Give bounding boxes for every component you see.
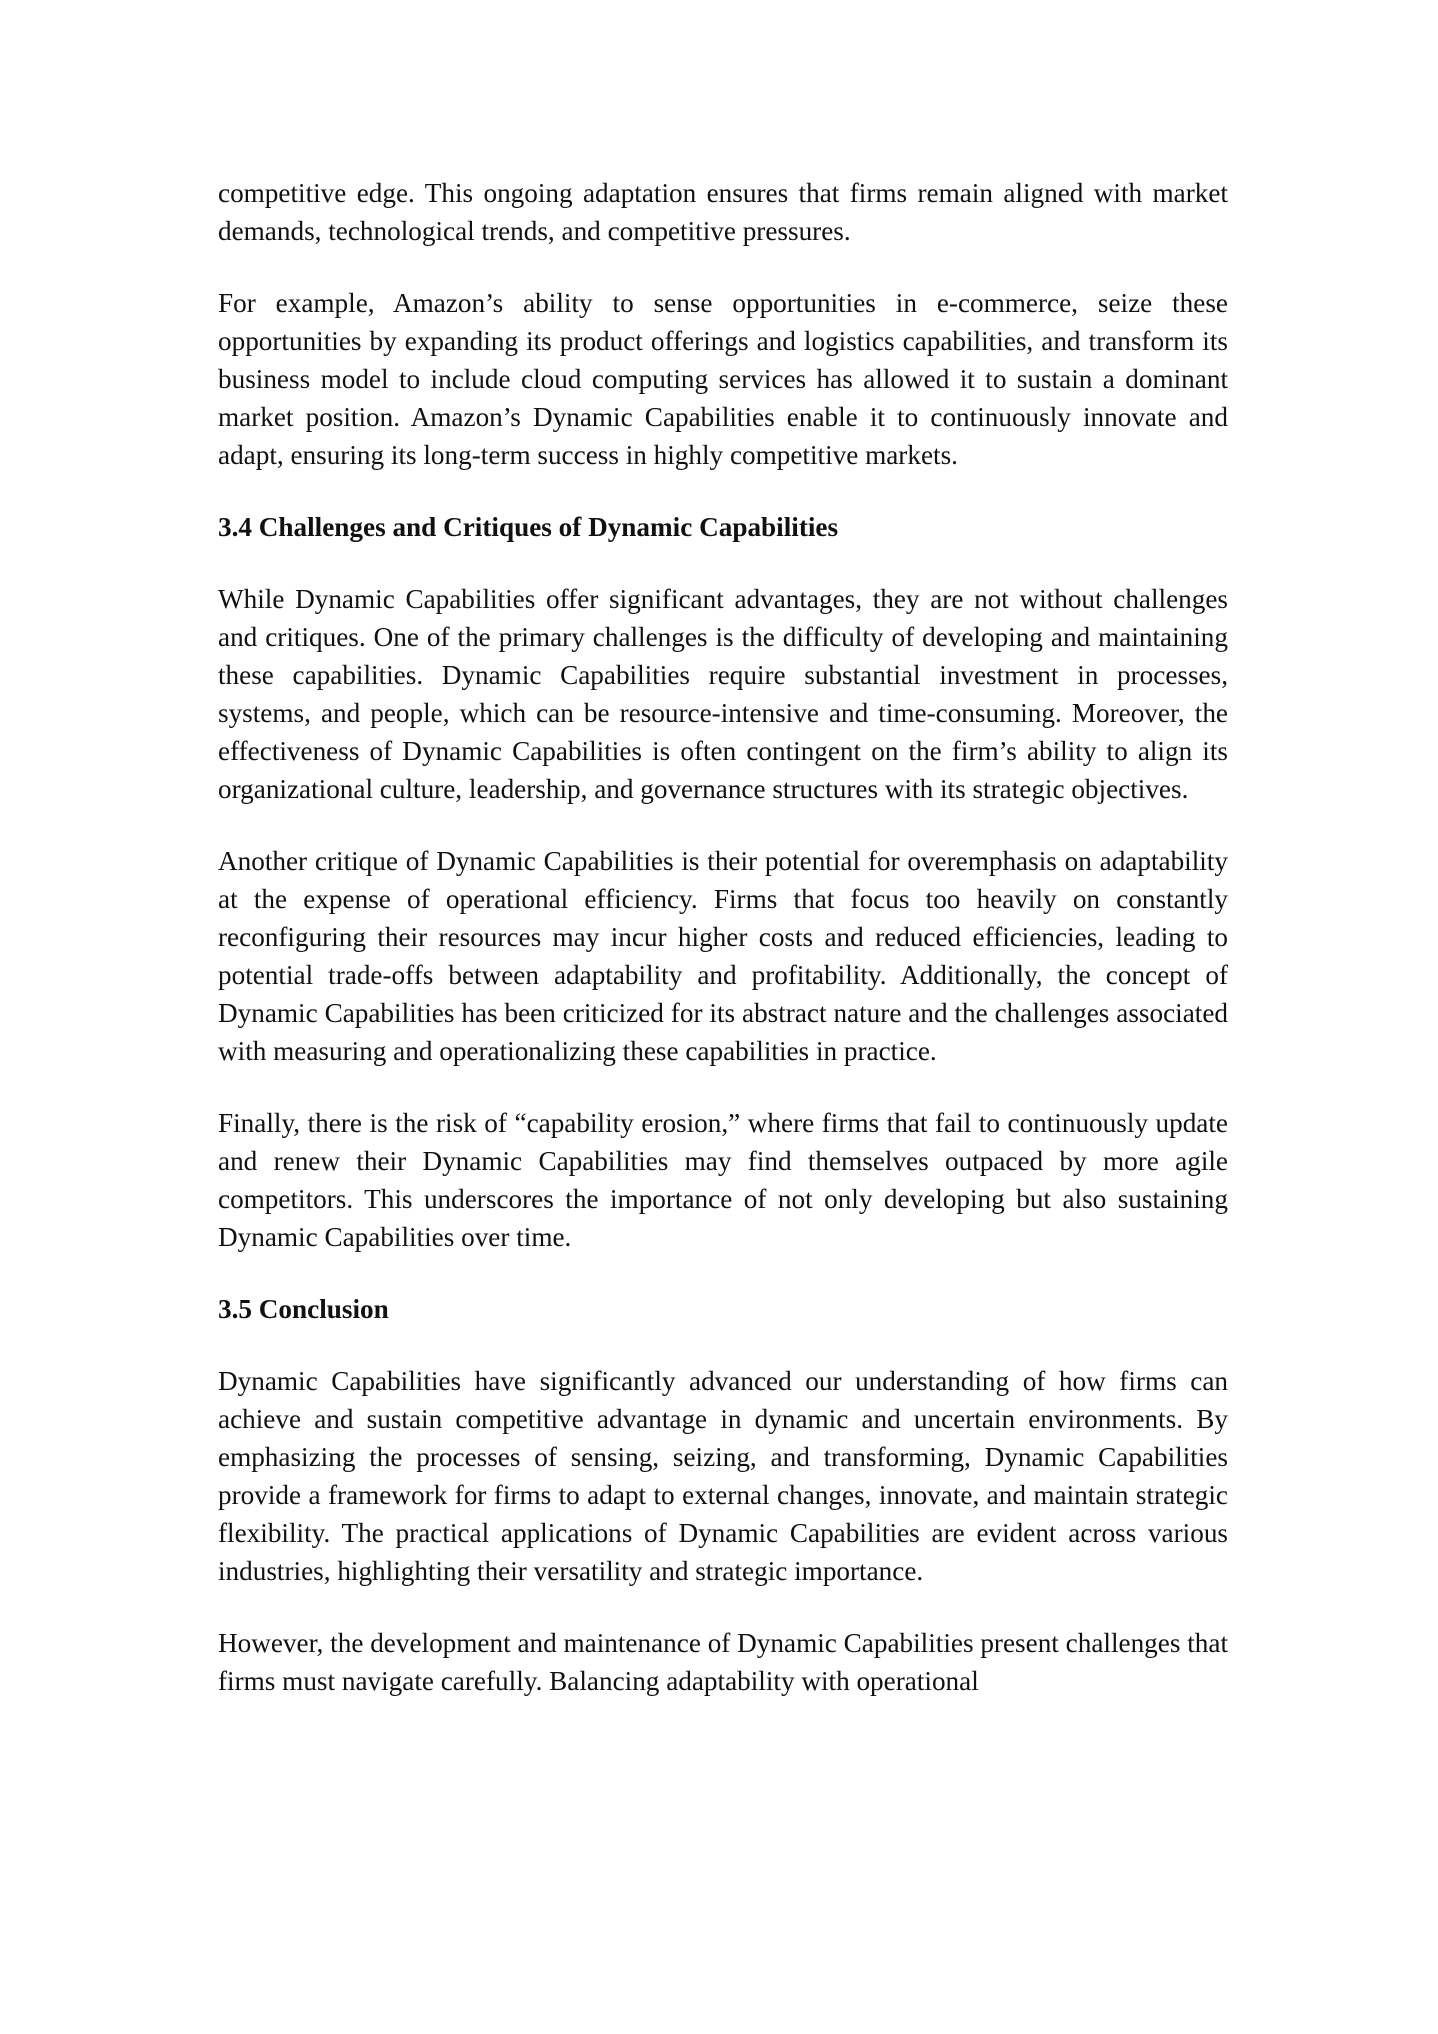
section-heading-3-5: 3.5 Conclusion xyxy=(218,1294,389,1324)
paragraph-amazon-example: For example, Amazon’s ability to sense opportunities in e-commerce, seize these opportunities by expanding its product offerings and logistics capabilities, and transform its business model to include cloud computing services has allowed it to sustain a dominant market position. Amazon’s Dynamic Capabilities enable it to continuously innovate and adapt, ensuring its long-term success in highly competitive markets. xyxy=(218,288,1228,470)
document-page xyxy=(218,174,1228,1700)
paragraph-challenges: While Dynamic Capabilities offer significant advantages, they are not without challenges and critiques. One of the primary challenges is the difficulty of developing and maintaining these capabilities. Dynamic Capabilities require substantial investment in processes, systems, and people, which can be resource-intensive and time-consuming. Moreover, the effectiveness of Dynamic Capabilities is often contingent on the firm’s ability to align its organizational culture, leadership, and governance structures with its strategic objectives. xyxy=(218,584,1228,804)
paragraph-capability-erosion: Finally, there is the risk of “capability erosion,” where firms that fail to continuously update and renew their Dynamic Capabilities may find themselves outpaced by more agile competitors. This underscores the importance of not only developing but also sustaining Dynamic Capabilities over time. xyxy=(218,1108,1228,1252)
paragraph-another-critique: Another critique of Dynamic Capabilities is their potential for overemphasis on adaptability at the expense of operational efficiency. Firms that focus too heavily on constantly reconfiguring their resources may incur higher costs and reduced efficiencies, leading to potential trade-offs between adaptability and profitability. Additionally, the concept of Dynamic Capabilities has been criticized for its abstract nature and the challenges associated with measuring and operationalizing these capabilities in practice. xyxy=(218,846,1228,1066)
paragraph-conclusion: Dynamic Capabilities have significantly advanced our understanding of how firms can achieve and sustain competitive advantage in dynamic and uncertain environments. By emphasizing the processes of sensing, seizing, and transforming, Dynamic Capabilities provide a framework for firms to adapt to external changes, innovate, and maintain strategic flexibility. The practical applications of Dynamic Capabilities are evident across various industries, highlighting their versatility and strategic importance. xyxy=(218,1366,1228,1586)
paragraph-competitive-edge: competitive edge. This ongoing adaptation ensures that firms remain aligned with market demands, technological trends, and competitive pressures. xyxy=(218,178,1228,246)
paragraph-however: However, the development and maintenance of Dynamic Capabilities present challenges that firms must navigate carefully. Balancing adaptability with operational xyxy=(218,1628,1228,1696)
section-heading-3-4: 3.4 Challenges and Critiques of Dynamic Capabilities xyxy=(218,512,839,542)
